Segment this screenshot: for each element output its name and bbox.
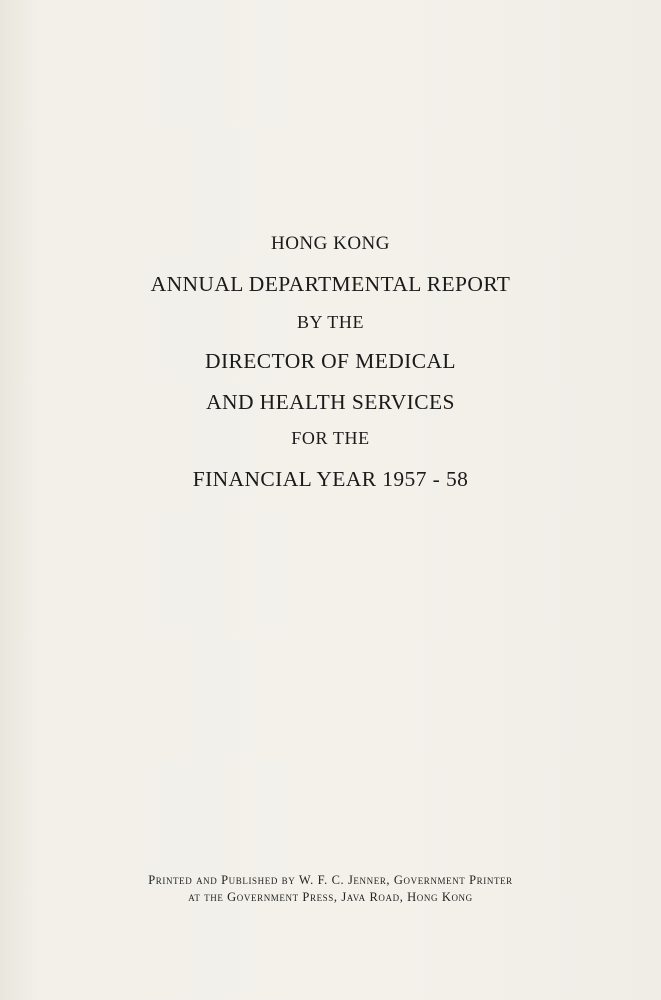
financial-year-heading: FINANCIAL YEAR 1957 - 58	[192, 467, 469, 491]
press-address-line: at the Government Press, Java Road, Hong Kong	[188, 890, 473, 904]
for-the-text: FOR THE	[291, 428, 370, 448]
place-heading: HONG KONG	[270, 233, 391, 254]
report-type-heading: ANNUAL DEPARTMENTAL REPORT	[150, 272, 511, 296]
services-heading: AND HEALTH SERVICES	[206, 390, 455, 414]
printer-imprint-line: Printed and Published by W. F. C. Jenner, Government Printer	[148, 873, 513, 887]
director-heading: DIRECTOR OF MEDICAL	[205, 349, 456, 373]
by-the-text: BY THE	[296, 312, 365, 332]
